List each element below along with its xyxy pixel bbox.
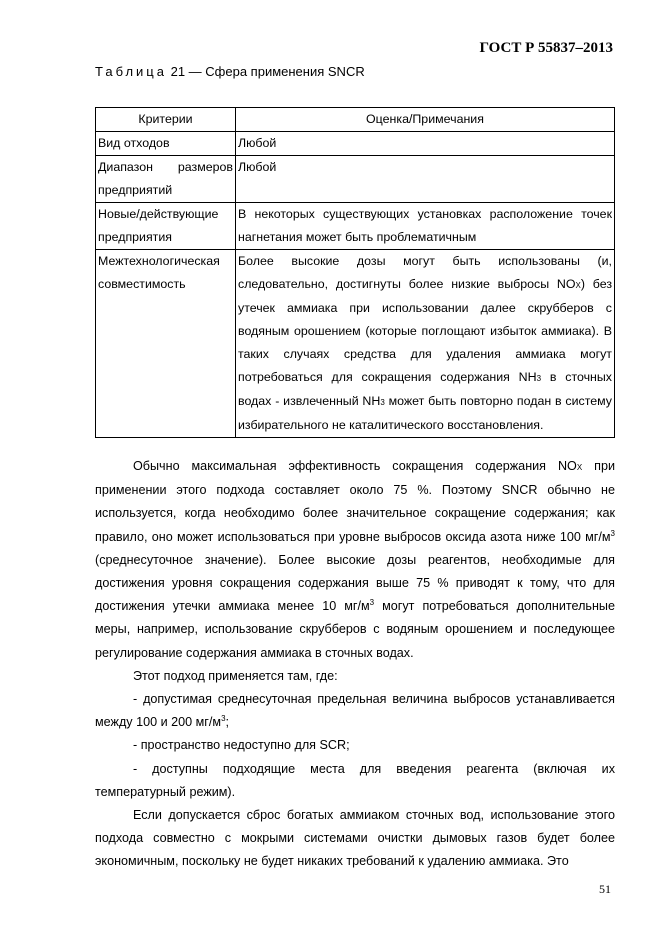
superscript: 3	[369, 598, 375, 608]
text: при применении этого подхода составляет около 75 %. Поэтому SNCR обычно не используется, когда необходимо более значительное сокращение содержания; как правило, оно может использоваться при уровне выбросов оксида азота ниже 100 мг/м	[95, 459, 615, 544]
note-text: ) без утечек аммиака при использовании далее скрубберов с водяным орошением (которые поглощают избыток аммиака). В таких случаях средства для удаления аммиака могут потребоваться для сокращения содержания NH	[238, 277, 613, 384]
table-header-row	[96, 108, 615, 132]
sncr-scope-table	[95, 107, 615, 438]
note-cell: Любой	[236, 132, 615, 156]
subscript: X	[575, 281, 581, 290]
paragraph: Если допускается сброс богатых аммиаком сточных вод, использование этого подхода совместно с мокрыми системами очистки дымовых газов будет более экономичным, поскольку не будет никаких требований к удалению аммиака. Это	[95, 808, 615, 869]
text: (среднесуточное значение). Более высокие дозы реагентов, необходимые для достижения уровня сокращения содержания выше 75 % приводят к тому, что для достижения утечки аммиака менее 10 мг/м	[95, 552, 615, 614]
table-caption-label: Таблица	[95, 64, 167, 79]
paragraph: - доступны подходящие места для введения реагента (включая их температурный режим).	[95, 761, 615, 799]
note-text: в сточных водах - извлеченный NH	[238, 370, 612, 408]
note-cell: Любой	[236, 156, 615, 203]
superscript: 3	[221, 714, 226, 724]
body-text	[95, 455, 615, 874]
table-row	[96, 156, 615, 203]
paragraph: - пространство недоступно для SCR;	[133, 738, 350, 753]
subscript: X	[576, 463, 583, 472]
table-caption-title: 21 — Сфера применения SNCR	[170, 64, 365, 79]
paragraph: Этот подход применяется там, где:	[133, 668, 338, 683]
criterion-cell: Диапазон размеров предприятий	[96, 156, 236, 203]
criterion-cell: Вид отходов	[96, 132, 236, 156]
note-cell: В некоторых существующих установках расположение точек нагнетания может быть проблематичным	[236, 203, 615, 250]
note-text: может быть повторно подан в систему избирательного не каталитического восстановления.	[238, 394, 612, 432]
note-cell	[236, 250, 615, 438]
text: - допустимая среднесуточная предельная величина выбросов устанавливается между 100 и 200 мг/м	[95, 692, 615, 730]
page-number: 51	[599, 882, 611, 896]
table-row	[96, 250, 615, 438]
subscript: 3	[380, 398, 385, 407]
note-text: Более высокие дозы могут быть использованы (и, следовательно, достигнуты более низкие выбросы NO	[238, 254, 612, 291]
table-caption	[95, 64, 365, 79]
paragraph	[95, 455, 615, 665]
table-row	[96, 132, 615, 156]
text: могут потребоваться дополнительные меры, например, использование скрубберов с водяным орошением и последующее регулирование содержания аммиака в сточных водах.	[95, 599, 615, 660]
paragraph	[95, 688, 615, 734]
criterion-cell: Новые/действующие предприятия	[96, 203, 236, 250]
superscript: 3	[610, 528, 615, 538]
subscript: 3	[536, 374, 542, 383]
text: ;	[225, 715, 230, 730]
criterion-cell: Межтехнологическая совместимость	[96, 250, 236, 438]
column-header-criteria: Критерии	[96, 108, 236, 132]
text: Обычно максимальная эффективность сокращения содержания NO	[133, 459, 577, 473]
standard-number: ГОСТ Р 55837–2013	[479, 40, 613, 56]
column-header-notes: Оценка/Примечания	[236, 108, 615, 132]
table-row	[96, 203, 615, 250]
